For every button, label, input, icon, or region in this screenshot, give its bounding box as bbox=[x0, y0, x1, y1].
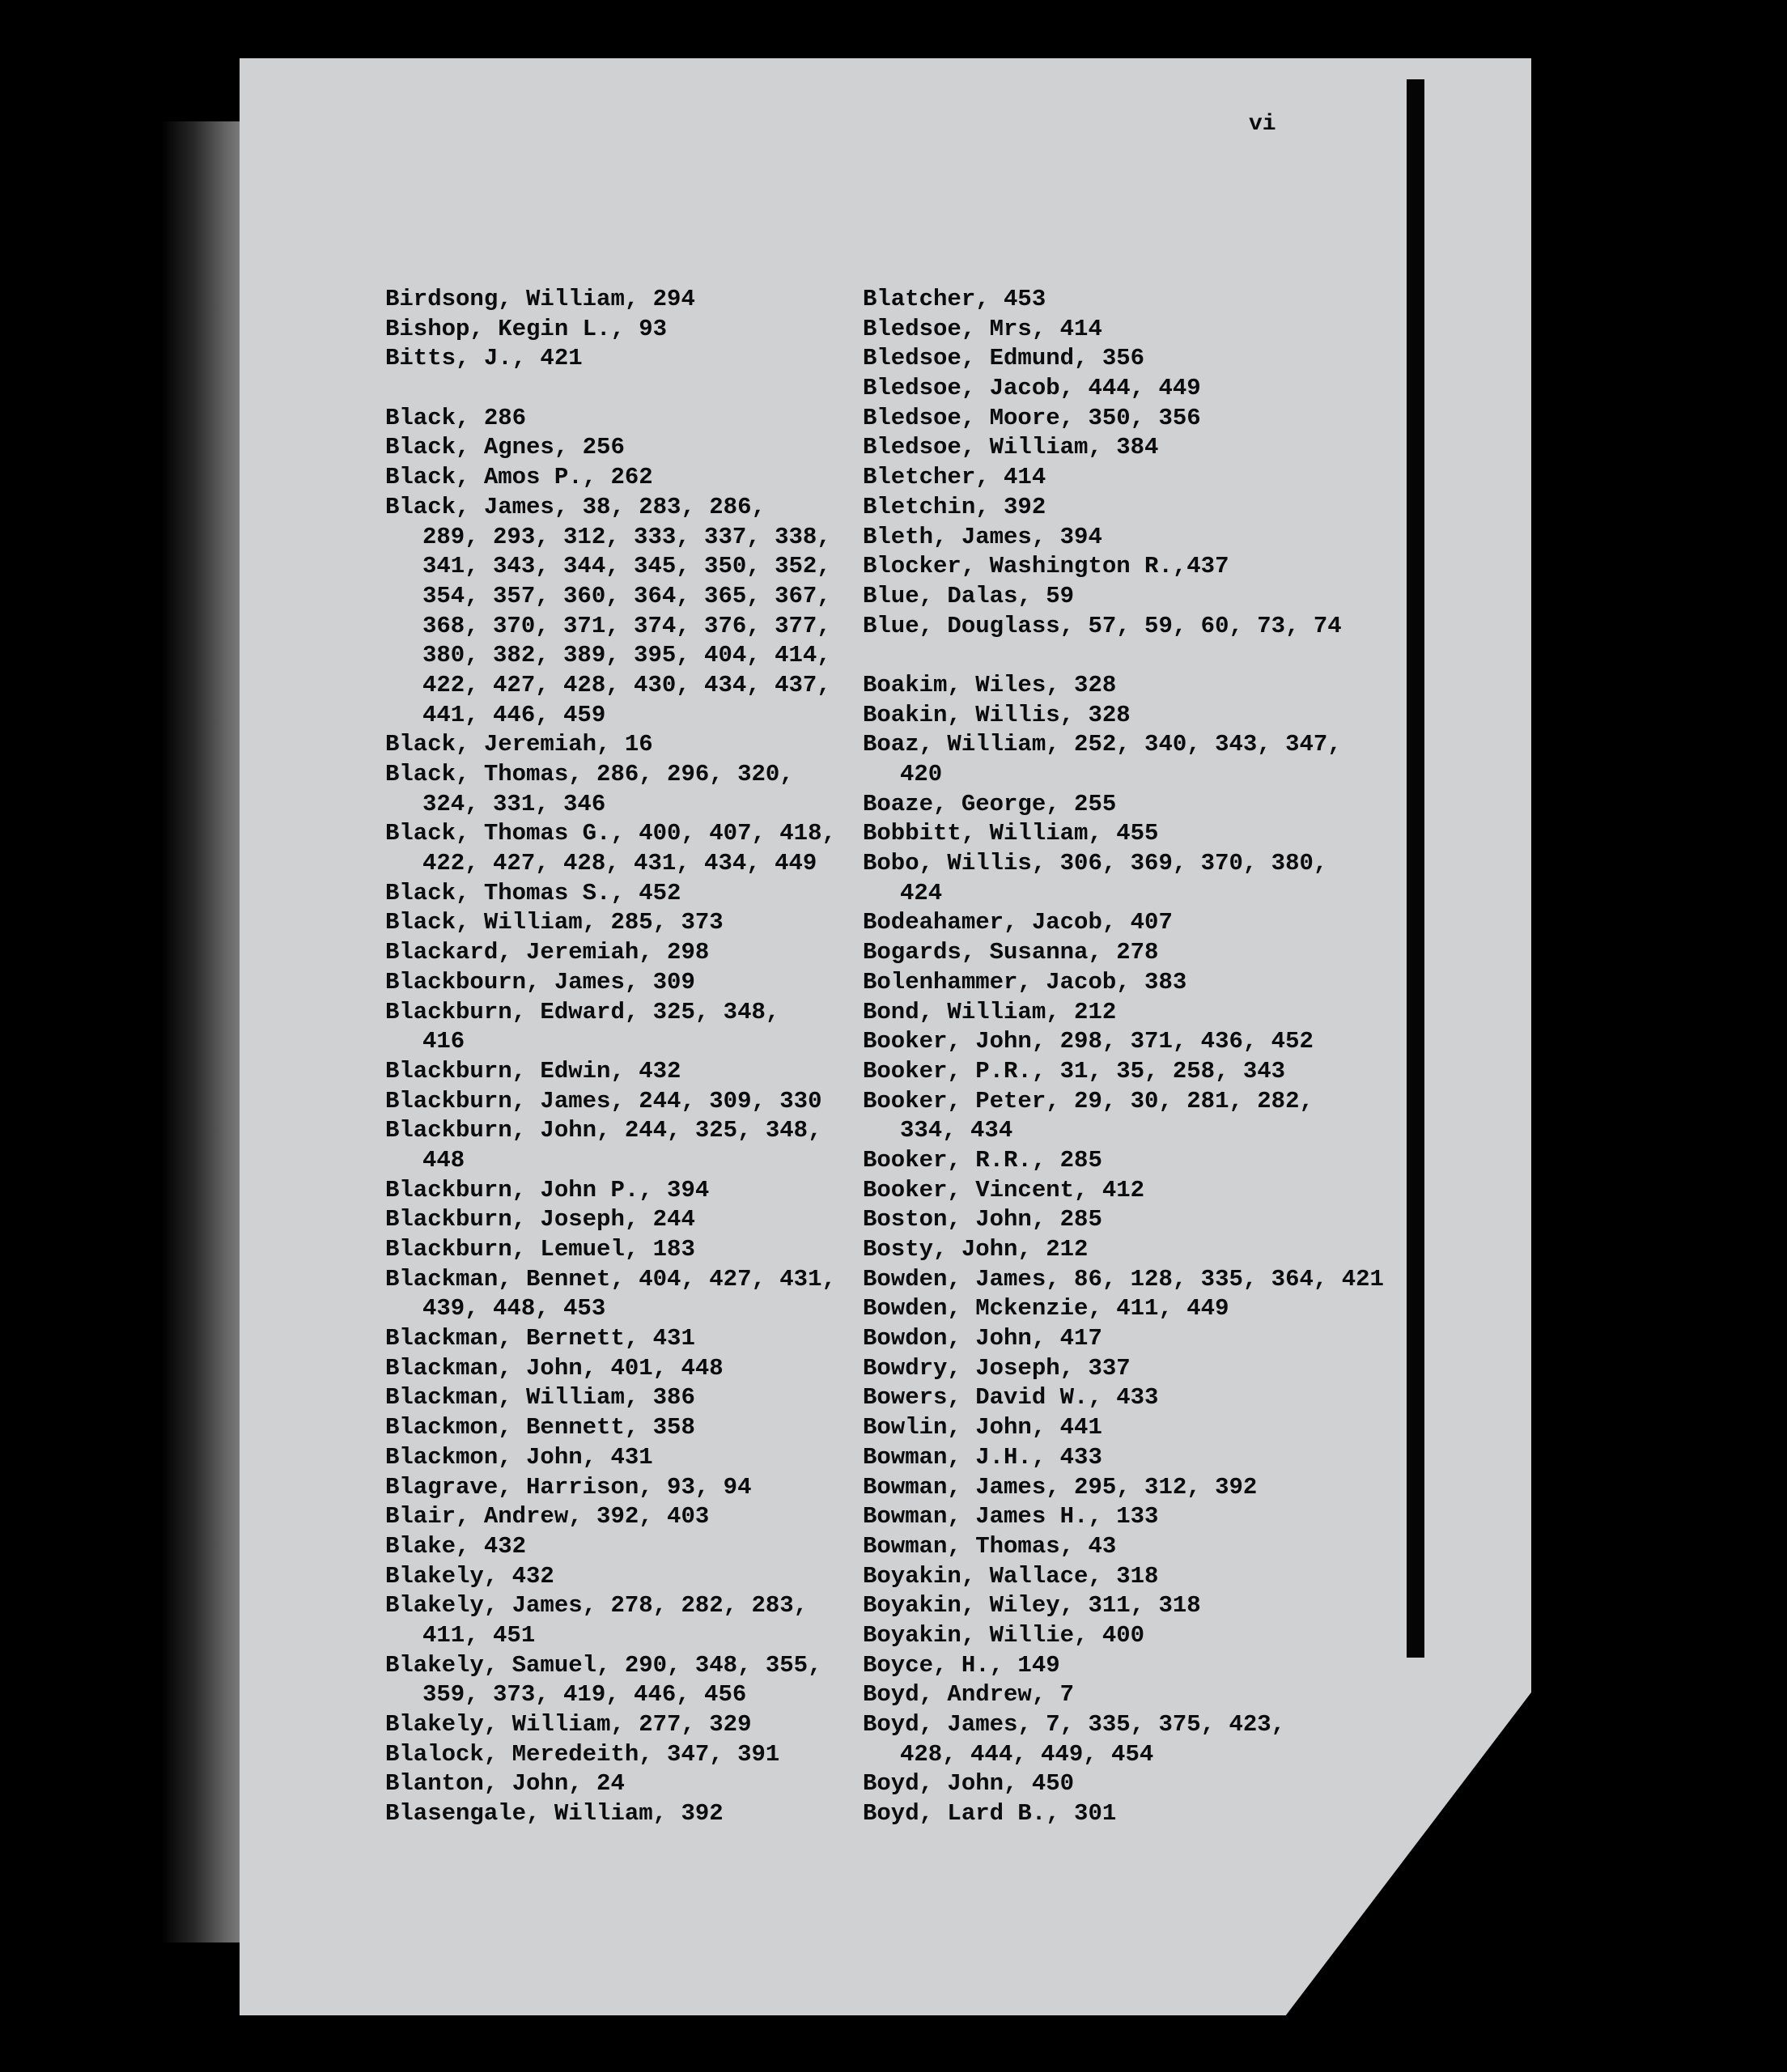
index-entry: Blackmon, John, 431 bbox=[385, 1443, 653, 1471]
index-entry: Blue, Dalas, 59 bbox=[863, 582, 1075, 609]
index-entry: Blackard, Jeremiah, 298 bbox=[385, 939, 710, 966]
index-entry: Boyd, John, 450 bbox=[863, 1770, 1075, 1798]
index-entry-continuation: 416 bbox=[422, 1028, 465, 1055]
index-entry: Bowman, J.H., 433 bbox=[863, 1443, 1102, 1471]
index-entry-continuation: 368, 370, 371, 374, 376, 377, bbox=[422, 612, 831, 639]
index-entry: Black, Amos P., 262 bbox=[385, 464, 653, 491]
index-entry: Blagrave, Harrison, 93, 94 bbox=[385, 1473, 752, 1501]
index-entry: Bledsoe, Moore, 350, 356 bbox=[863, 404, 1201, 431]
index-entry: Bosty, John, 212 bbox=[863, 1236, 1089, 1263]
index-entry: Black, James, 38, 283, 286, bbox=[385, 493, 766, 520]
index-entry: Blakely, James, 278, 282, 283, bbox=[385, 1592, 809, 1620]
index-entry: Booker, P.R., 31, 35, 258, 343 bbox=[863, 1057, 1286, 1085]
index-entry: Boaz, William, 252, 340, 343, 347, bbox=[863, 731, 1342, 758]
index-entry: Blue, Douglass, 57, 59, 60, 73, 74 bbox=[863, 612, 1342, 639]
index-entry: Black, Thomas, 286, 296, 320, bbox=[385, 761, 794, 788]
index-entry: Bodeahamer, Jacob, 407 bbox=[863, 909, 1173, 936]
index-entry: Bishop, Kegin L., 93 bbox=[385, 315, 668, 342]
index-entry-continuation: 289, 293, 312, 333, 337, 338, bbox=[422, 523, 831, 550]
index-entry: Blatcher, 453 bbox=[863, 286, 1046, 312]
index-entry: Blakely, 432 bbox=[385, 1562, 554, 1590]
index-entry-continuation: 441, 446, 459 bbox=[422, 701, 606, 728]
index-entry: Bowden, Mckenzie, 411, 449 bbox=[863, 1295, 1229, 1323]
index-entry-continuation: 341, 343, 344, 345, 350, 352, bbox=[422, 553, 831, 580]
index-entry: Bledsoe, Jacob, 444, 449 bbox=[863, 375, 1201, 402]
index-entry: Blakely, William, 277, 329 bbox=[385, 1711, 752, 1738]
index-column-left bbox=[385, 285, 836, 1829]
index-entry-continuation: 422, 427, 428, 431, 434, 449 bbox=[422, 850, 817, 877]
index-entry: Boyakin, Wallace, 318 bbox=[863, 1562, 1159, 1590]
index-entry: Blanton, John, 24 bbox=[385, 1770, 625, 1798]
index-entry: Bitts, J., 421 bbox=[385, 345, 583, 372]
index-entry: Black, Thomas G., 400, 407, 418, bbox=[385, 820, 836, 847]
index-entry: Boakim, Wiles, 328 bbox=[863, 671, 1117, 698]
index-entry: Blackmon, Bennett, 358 bbox=[385, 1414, 695, 1441]
index-entry: Bowdry, Joseph, 337 bbox=[863, 1354, 1131, 1382]
index-entry: Black, Jeremiah, 16 bbox=[385, 731, 653, 758]
index-entry-continuation: 420 bbox=[900, 761, 943, 788]
index-entry: Bobo, Willis, 306, 369, 370, 380, bbox=[863, 850, 1328, 877]
index-entry: Blocker, Washington R.,437 bbox=[863, 553, 1229, 580]
index-entry-continuation: 324, 331, 346 bbox=[422, 790, 606, 817]
index-entry: Booker, John, 298, 371, 436, 452 bbox=[863, 1028, 1314, 1055]
index-entry: Bowden, James, 86, 128, 335, 364, 421 bbox=[863, 1265, 1384, 1293]
index-entry: Blackburn, John P., 394 bbox=[385, 1176, 710, 1204]
index-entry: Blair, Andrew, 392, 403 bbox=[385, 1503, 710, 1531]
index-entry: Boaze, George, 255 bbox=[863, 790, 1117, 817]
index-entry: Bobbitt, William, 455 bbox=[863, 820, 1159, 847]
index-entry: Blalock, Meredeith, 347, 391 bbox=[385, 1740, 780, 1768]
index-entry: Bletchin, 392 bbox=[863, 493, 1046, 520]
index-entry: Blake, 432 bbox=[385, 1532, 527, 1560]
index-entry-continuation: 424 bbox=[900, 879, 943, 906]
index-entry: Bledsoe, William, 384 bbox=[863, 434, 1159, 461]
index-entry: Boyakin, Willie, 400 bbox=[863, 1621, 1145, 1649]
index-entry: Booker, Peter, 29, 30, 281, 282, bbox=[863, 1087, 1314, 1115]
index-entry: Bledsoe, Edmund, 356 bbox=[863, 345, 1145, 372]
index-entry: Black, Agnes, 256 bbox=[385, 434, 625, 461]
index-entry: Bowman, James, 295, 312, 392 bbox=[863, 1473, 1258, 1501]
index-entry: Bleth, James, 394 bbox=[863, 523, 1102, 550]
index-entry: Bolenhammer, Jacob, 383 bbox=[863, 968, 1187, 996]
index-entry: Bogards, Susanna, 278 bbox=[863, 939, 1159, 966]
index-entry-continuation: 354, 357, 360, 364, 365, 367, bbox=[422, 582, 831, 609]
index-entry: Bowman, James H., 133 bbox=[863, 1503, 1159, 1531]
index-entry: Bowman, Thomas, 43 bbox=[863, 1532, 1117, 1560]
index-entry-continuation: 380, 382, 389, 395, 404, 414, bbox=[422, 642, 831, 669]
index-entry: Boyd, Andrew, 7 bbox=[863, 1681, 1075, 1709]
page-fold-edge bbox=[1407, 79, 1424, 1658]
index-entry: Blackburn, Edwin, 432 bbox=[385, 1057, 681, 1085]
index-entry-continuation: 359, 373, 419, 446, 456 bbox=[422, 1681, 747, 1709]
index-entry: Black, 286 bbox=[385, 404, 527, 431]
index-entry-continuation: 411, 451 bbox=[422, 1621, 536, 1649]
index-entry: Blackburn, James, 244, 309, 330 bbox=[385, 1087, 822, 1115]
index-entry-continuation: 448 bbox=[422, 1146, 465, 1174]
index-entry: Bowers, David W., 433 bbox=[863, 1384, 1159, 1412]
page-number: vi bbox=[1249, 112, 1276, 137]
index-entry: Boston, John, 285 bbox=[863, 1206, 1102, 1233]
index-entry: Blackman, John, 401, 448 bbox=[385, 1354, 724, 1382]
index-entry: Blackburn, Joseph, 244 bbox=[385, 1206, 695, 1233]
index-spacer bbox=[863, 641, 1384, 671]
index-entry: Blasengale, William, 392 bbox=[385, 1800, 724, 1828]
index-entry: Boyakin, Wiley, 311, 318 bbox=[863, 1592, 1201, 1620]
index-entry-continuation: 439, 448, 453 bbox=[422, 1295, 606, 1323]
index-entry-continuation: 334, 434 bbox=[900, 1117, 1013, 1144]
index-entry: Blackbourn, James, 309 bbox=[385, 968, 695, 996]
index-entry: Blackburn, Lemuel, 183 bbox=[385, 1236, 695, 1263]
index-entry: Booker, R.R., 285 bbox=[863, 1146, 1102, 1174]
index-entry: Blackburn, John, 244, 325, 348, bbox=[385, 1117, 822, 1144]
index-entry: Bond, William, 212 bbox=[863, 998, 1117, 1025]
index-spacer bbox=[385, 374, 836, 404]
index-entry: Boyce, H., 149 bbox=[863, 1651, 1060, 1679]
index-entry: Bowdon, John, 417 bbox=[863, 1325, 1102, 1352]
index-entry: Bletcher, 414 bbox=[863, 464, 1046, 491]
index-entry: Blackman, William, 386 bbox=[385, 1384, 695, 1412]
index-entry: Black, Thomas S., 452 bbox=[385, 879, 681, 906]
index-entry: Blackman, Bernett, 431 bbox=[385, 1325, 695, 1352]
index-entry: Booker, Vincent, 412 bbox=[863, 1176, 1145, 1204]
index-entry: Boakin, Willis, 328 bbox=[863, 701, 1131, 728]
index-entry: Bledsoe, Mrs, 414 bbox=[863, 315, 1102, 342]
index-entry-continuation: 422, 427, 428, 430, 434, 437, bbox=[422, 671, 831, 698]
index-column-right bbox=[863, 285, 1384, 1829]
index-entry: Blackman, Bennet, 404, 427, 431, bbox=[385, 1265, 836, 1293]
index-entry: Blackburn, Edward, 325, 348, bbox=[385, 998, 780, 1025]
index-entry: Black, William, 285, 373 bbox=[385, 909, 724, 936]
index-entry: Blakely, Samuel, 290, 348, 355, bbox=[385, 1651, 822, 1679]
index-entry-continuation: 428, 444, 449, 454 bbox=[900, 1740, 1154, 1768]
binding-edge bbox=[162, 121, 251, 1942]
index-entry: Birdsong, William, 294 bbox=[385, 286, 695, 312]
index-entry: Boyd, James, 7, 335, 375, 423, bbox=[863, 1711, 1286, 1738]
index-entry: Boyd, Lard B., 301 bbox=[863, 1800, 1117, 1828]
index-entry: Bowlin, John, 441 bbox=[863, 1414, 1102, 1441]
